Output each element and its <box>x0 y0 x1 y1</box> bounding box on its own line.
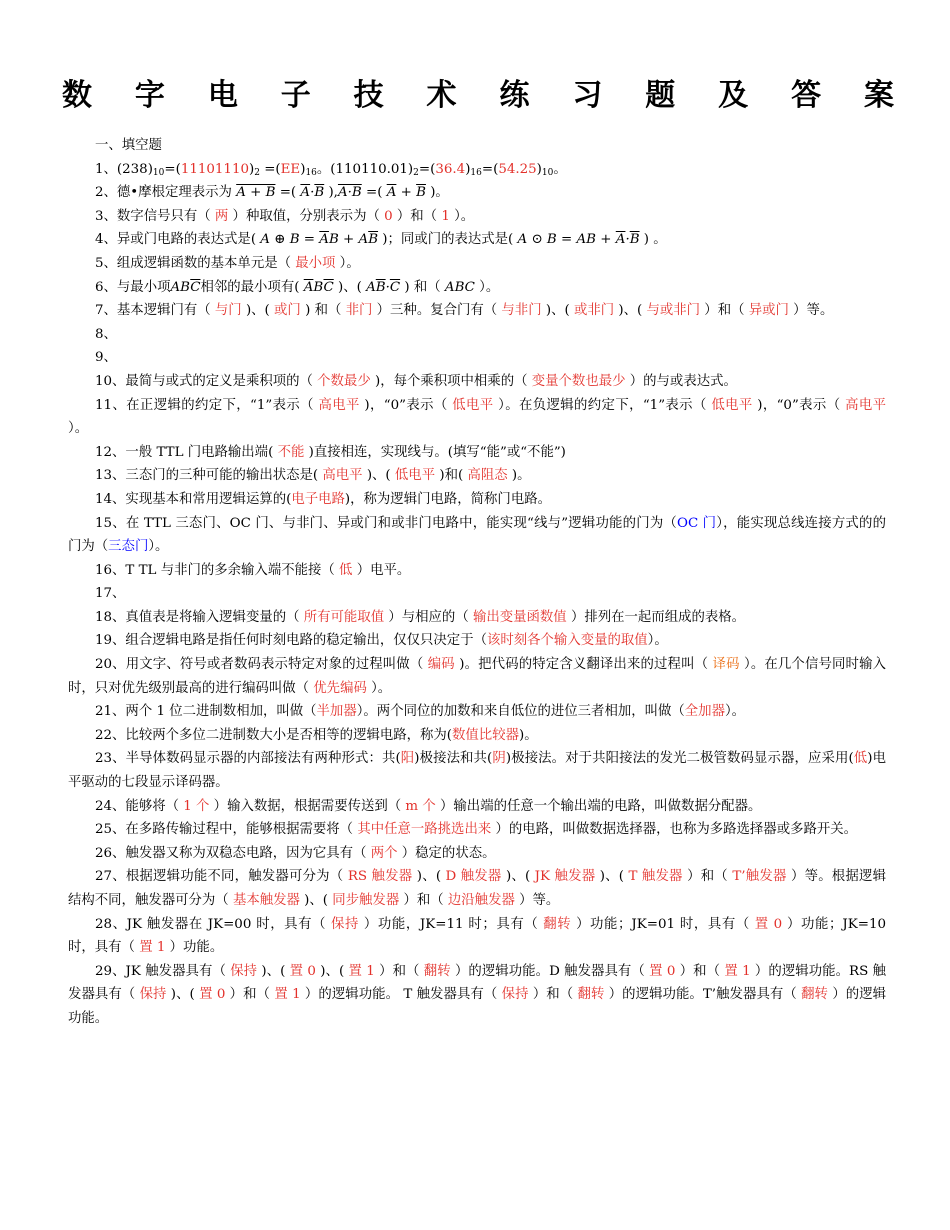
question-text: ) <box>536 161 542 177</box>
question-24 <box>68 795 886 819</box>
question-1 <box>68 158 886 182</box>
question-text: 23、半导体数码显示器的内部接法有两种形式：共( <box>95 751 401 767</box>
question-23 <box>68 747 886 794</box>
question-text: )，称为逻辑门电路，简称门电路。 <box>344 491 551 507</box>
question-text: 12、一般 TTL 门电路输出端( <box>95 444 278 460</box>
question-text: )、( <box>166 987 200 1003</box>
formula: $\overline{A}\cdot\overline{B}$ <box>300 185 325 201</box>
question-text: =( <box>481 161 499 177</box>
answer: 置 1 <box>348 963 375 979</box>
question-text: ）功能，JK=11 时；具有（ <box>359 916 544 932</box>
question-text: ）排列在一起而组成的表格。 <box>566 609 746 625</box>
question-25 <box>68 818 886 842</box>
question-text: )。 <box>425 185 449 201</box>
question-8: 8、 <box>95 326 117 342</box>
answer: 置 0 <box>649 963 676 979</box>
question-text: 18、真值表是将输入逻辑变量的（ <box>95 609 304 625</box>
question-text: ）功能；JK=10 时，具有（ <box>68 916 887 956</box>
question-text: ）等。根据逻辑结构不同，触发器可分为（ <box>68 869 886 908</box>
formula: $A\overline{B}\cdot\overline{C}$ <box>366 279 401 295</box>
answer: 阴 <box>492 751 506 767</box>
question-text: ) 。 <box>639 232 667 248</box>
question-21 <box>68 700 886 724</box>
answer: 个数最少 <box>317 373 371 389</box>
question-text: ）。 <box>148 539 169 555</box>
question-text: ）和（ <box>528 987 578 1003</box>
question-text: )、( <box>412 869 446 885</box>
question-text: $\overline{B}$ <box>375 279 386 295</box>
question-text: ）的逻辑功能。 T 触发器具有（ <box>300 987 502 1003</box>
question-text: )、( <box>362 468 395 484</box>
title-char: 及 <box>718 78 749 113</box>
answer: 11101110 <box>180 161 249 177</box>
formula: $\overline{A} + \overline{B}$ <box>386 185 426 201</box>
question-text: ), <box>324 185 338 201</box>
answer: 与或非门 <box>646 303 701 319</box>
answer: RS 触发器 <box>347 869 413 885</box>
question-text: ）的电路，叫做数据选择器，也称为多路选择器或多路开关。 <box>491 822 858 838</box>
question-text: ) <box>300 161 306 177</box>
question-text: ）。 <box>335 255 360 271</box>
answer: 低 <box>853 751 868 767</box>
question-28 <box>68 913 886 960</box>
answer: 36.4 <box>435 161 466 177</box>
subscript: 16 <box>305 167 317 178</box>
question-text: 15、在 TTL 三态门、OC 门、与非门、异或门和或非门电路中，能实现“线与”逻辑功能的门为（ <box>95 515 677 531</box>
answer: 保持 <box>230 963 258 979</box>
question-text: )、( <box>333 279 367 295</box>
question-text: )极接法和共( <box>414 751 493 767</box>
question-text: )、( <box>257 963 290 979</box>
answer: m 个 <box>405 798 436 814</box>
question-text: ）电平。 <box>352 562 411 578</box>
question-text: ）输出端的任意一个输出端的电路，叫做数据分配器。 <box>435 798 762 814</box>
question-text: ) <box>248 161 255 177</box>
answer: 输出变量函数值 <box>472 609 567 625</box>
answer: 置 0 <box>289 963 316 979</box>
question-text: ）和（ <box>374 963 424 979</box>
formula: A ⊕ $B = \overline{A}B + A\overline{B}$ <box>260 232 379 248</box>
question-text: ）与相应的（ <box>384 609 473 625</box>
question-15 <box>68 512 886 559</box>
answer: 置 1 <box>724 963 751 979</box>
answer: T’触发器 <box>732 869 787 885</box>
title-char: 习 <box>572 78 603 113</box>
answer: 译码 <box>712 657 740 673</box>
section-heading: 一、填空题 <box>95 138 162 153</box>
answer: 高电平 <box>318 397 360 413</box>
question-text: 22、比较两个多位二进制数大小是否相等的逻辑电路，称为( <box>95 727 453 743</box>
question-text: )直接相连，实现线与。(填写“能”或“不能”) <box>304 444 566 460</box>
title-char: 数 <box>62 78 92 113</box>
answer: 置 1 <box>139 940 166 956</box>
question-16 <box>68 559 886 583</box>
subscript: 2 <box>254 167 260 178</box>
answer: 基本触发器 <box>232 893 300 908</box>
question-text: ）。 <box>724 704 746 720</box>
question-text: ）。在负逻辑的约定下，“1”表示（ <box>493 397 712 413</box>
question-text: ）和（ <box>392 208 442 224</box>
formula: A ⊙ B = AB + $\overline{A}\cdot\overline{B}$ <box>517 232 640 248</box>
answer: JK 触发器 <box>534 869 596 885</box>
question-text: ）。两个同位的加数和来自低位的进位三者相加，叫做（ <box>356 704 685 720</box>
answer: 低电平 <box>452 397 494 413</box>
question-14 <box>68 488 886 512</box>
question-text: ）的逻辑功能。 <box>68 987 887 1026</box>
answer: 或门 <box>274 303 301 319</box>
question-text: 1、(238) <box>95 161 153 177</box>
answer: 置 0 <box>199 987 226 1003</box>
question-text: )；同或门的表达式是( <box>378 232 518 248</box>
answer: EE <box>280 161 301 177</box>
answer: 变量个数也最少 <box>531 373 626 389</box>
title-char: 案 <box>863 78 894 113</box>
question-text: =( <box>361 185 387 201</box>
question-text: =( <box>418 161 436 177</box>
answer: 翻转 <box>801 987 829 1003</box>
question-text: 14、实现基本和常用逻辑运算的( <box>95 491 292 507</box>
answer: 两个 <box>370 845 398 861</box>
question-text: ）和（ <box>675 963 725 979</box>
question-text: ）。 <box>68 421 89 437</box>
question-text: )、( <box>315 963 349 979</box>
question-text: $\overline{A}$ <box>386 185 397 201</box>
question-text: 27、根据逻辑功能不同，触发器可分为（ <box>95 869 348 885</box>
question-text: )。 <box>518 727 538 743</box>
question-11 <box>68 394 886 441</box>
question-text: )电平驱动的七段显示译码器。 <box>68 751 887 791</box>
question-text: 6、与最小项 <box>95 279 171 295</box>
formula: A + B <box>236 185 276 201</box>
answer: 低电平 <box>394 468 436 484</box>
question-text: $\overline{C}$ <box>190 279 201 295</box>
question-text: =( <box>259 161 281 177</box>
answer: 所有可能取值 <box>303 609 385 625</box>
answer: 与非门 <box>501 303 542 319</box>
answer: 优先编码 <box>313 680 367 696</box>
title-char: 技 <box>353 78 384 113</box>
question-text: 相邻的最小项有( <box>200 279 304 295</box>
question-text: )和( <box>435 468 468 484</box>
answer: 54.25 <box>498 161 537 177</box>
question-text: $\overline{B}$ <box>416 185 426 201</box>
question-12 <box>68 441 886 465</box>
answer: 与门 <box>214 303 242 319</box>
question-text: )，“0”表示（ <box>359 397 453 413</box>
question-text: =( <box>275 185 301 201</box>
question-text: ）种取值，分别表示为（ <box>228 208 385 224</box>
title-char: 电 <box>207 78 238 113</box>
question-text: ）等。 <box>788 303 834 319</box>
question-7 <box>68 299 886 323</box>
question-text: $\overline{A}$ <box>615 232 626 248</box>
question-10 <box>68 370 886 394</box>
formula: ABC <box>444 279 475 295</box>
title-char: 术 <box>426 78 457 113</box>
question-text: )。 <box>507 468 531 484</box>
question-text: $\overline{A}$ <box>319 232 329 248</box>
question-text: $\overline{B}$ <box>314 185 325 201</box>
answer: 异或门 <box>748 303 789 319</box>
question-text: 26、触发器又称为双稳态电路，因为它具有（ <box>95 845 371 861</box>
answer: 半加器 <box>316 704 357 720</box>
question-text: )、( <box>241 303 275 319</box>
answer: 最小项 <box>295 255 336 271</box>
question-text: 2、德•摩根定理表示为 <box>95 185 237 201</box>
question-text: )。把代码的特定含义翻译出来的过程叫（ <box>454 657 713 673</box>
question-3 <box>68 205 886 229</box>
question-text: ）。 <box>366 680 392 696</box>
question-text: ）三种。复合门有（ <box>372 303 502 319</box>
subscript: 10 <box>152 167 165 178</box>
question-text: ）等。 <box>514 893 560 908</box>
answer: 边沿触发器 <box>447 893 515 908</box>
question-text: )，每个乘积项中相乘的（ <box>370 373 532 389</box>
title-char: 练 <box>499 78 530 113</box>
question-text: ）输入数据，根据需要传送到（ <box>209 798 406 814</box>
formula: $AB\overline{C}$ <box>170 279 201 295</box>
question-text: ），能实现总线连接方式的的门为（ <box>68 515 886 555</box>
title-char: 题 <box>645 78 676 113</box>
question-text: ）的逻辑功能。RS 触发器具有（ <box>68 963 887 1003</box>
question-text: =( <box>164 161 181 177</box>
question-text: 5、组成逻辑函数的基本单元是（ <box>95 255 296 271</box>
question-text: 19、组合逻辑电路是指任何时刻电路的稳定输出，仅仅只决定于（ <box>95 633 487 649</box>
question-text: )、( <box>501 869 535 885</box>
question-text: ）的逻辑功能。D 触发器具有（ <box>450 963 650 979</box>
question-text: )，“0”表示（ <box>752 397 846 413</box>
answer: 低电平 <box>711 397 753 413</box>
question-text: 13、三态门的三种可能的输出状态是( <box>95 468 323 484</box>
question-text: 28、JK 触发器在 JK=00 时，具有（ <box>95 916 332 932</box>
question-9: 9、 <box>95 350 117 366</box>
answer: 或非门 <box>573 303 615 319</box>
answer: 三态门 <box>108 539 149 555</box>
answer: 置 0 <box>754 916 783 932</box>
question-6 <box>68 276 886 300</box>
question-text: ）和（ <box>225 987 275 1003</box>
question-text: )、( <box>614 303 647 319</box>
subscript: 10 <box>541 167 554 178</box>
question-text: 11、在正逻辑的约定下，“1”表示（ <box>95 397 319 413</box>
answer: T 触发器 <box>628 869 683 885</box>
question-29 <box>68 960 886 1031</box>
question-text: ) 和（ <box>300 303 346 319</box>
question-text: 。 <box>553 161 567 177</box>
question-text: 3、数字信号只有（ <box>95 208 215 224</box>
answer: 0 <box>384 208 393 224</box>
answer: 数值比较器 <box>452 727 519 743</box>
answer: 保持 <box>331 916 360 932</box>
question-text: )、( <box>595 869 629 885</box>
question-13 <box>68 464 886 488</box>
question-text: ）和（ <box>700 303 749 319</box>
answer: D 触发器 <box>445 869 502 885</box>
question-19 <box>68 629 886 653</box>
answer: 高电平 <box>322 468 363 484</box>
question-text: 。(110110.01) <box>316 161 414 177</box>
question-text: $\overline{B}$ <box>368 232 379 248</box>
question-text: 10、最简与或式的定义是乘积项的（ <box>95 373 318 389</box>
question-text: ）和（ <box>682 869 733 885</box>
answer: 阳 <box>400 751 415 767</box>
question-text: 29、JK 触发器具有（ <box>95 963 231 979</box>
answer: 该时刻各个输入变量的取值 <box>486 633 648 649</box>
answer: 同步触发器 <box>332 893 400 908</box>
answer: 不能 <box>277 444 305 460</box>
question-text: $\overline{C}$ <box>389 279 401 295</box>
question-text: )极接法。对于共阳接法的发光二极管数码显示器，应采用( <box>505 751 854 767</box>
question-text: ）。在几个信号同时输入时，只对优先级别最高的进行编码叫做（ <box>68 657 886 696</box>
answer: 翻转 <box>423 963 451 979</box>
answer: 1 <box>441 208 450 224</box>
question-text: $\overline{A}$ <box>303 279 314 295</box>
answer: 高阻态 <box>467 468 508 484</box>
title-char: 子 <box>280 78 311 113</box>
question-text: ）。 <box>449 208 475 224</box>
question-text: ）。 <box>474 279 500 295</box>
answer: 两 <box>214 208 229 224</box>
question-text: )、( <box>299 893 333 908</box>
subscript: 16 <box>470 167 482 178</box>
question-text: ）稳定的状态。 <box>397 845 496 861</box>
question-text: ) 和（ <box>400 279 445 295</box>
question-4 <box>68 228 886 252</box>
answer: OC 门 <box>677 515 717 531</box>
question-text: ) <box>465 161 471 177</box>
answer: 低 <box>339 562 353 578</box>
question-text: $\overline{A}$ <box>300 185 311 201</box>
question-text: $\overline{C}$ <box>323 279 334 295</box>
question-text: $\overline{B}$ <box>629 232 640 248</box>
question-text: ）和（ <box>399 893 448 908</box>
answer: 翻转 <box>577 987 605 1003</box>
title-char: 字 <box>134 78 165 113</box>
answer: 保持 <box>139 987 167 1003</box>
question-17: 17、 <box>95 586 126 602</box>
document-body <box>68 134 886 1031</box>
question-18 <box>68 606 886 630</box>
question-text: ）。 <box>647 633 668 649</box>
title-char: 答 <box>791 78 822 113</box>
answer: 置 1 <box>274 987 301 1003</box>
answer: 非门 <box>345 303 373 319</box>
question-text: 4、异或门电路的表达式是( <box>95 232 261 248</box>
question-5 <box>68 252 886 276</box>
question-text: 7、基本逻辑门有（ <box>95 303 215 319</box>
formula: $\overline{A}B\overline{C}$ <box>303 279 334 295</box>
answer: 高电平 <box>845 397 886 413</box>
question-text: ）功能。 <box>165 940 224 956</box>
page-title <box>62 72 894 112</box>
question-2 <box>68 181 886 205</box>
question-text: 21、两个 1 位二进制数相加，叫做（ <box>95 704 317 720</box>
answer: 1 个 <box>183 798 210 814</box>
question-text: )、( <box>541 303 574 319</box>
question-text: ）功能；JK=01 时，具有（ <box>571 916 755 932</box>
question-text: 20、用文字、符号或者数码表示特定对象的过程叫做（ <box>95 657 428 673</box>
answer: 其中任意一路挑选出来 <box>357 822 492 838</box>
answer: 翻转 <box>543 916 572 932</box>
question-text: ）的逻辑功能。T’触发器具有（ <box>604 987 802 1003</box>
question-22 <box>68 724 886 748</box>
answer: 保持 <box>501 987 529 1003</box>
question-26 <box>68 842 886 866</box>
question-27 <box>68 865 886 912</box>
question-text: 25、在多路传输过程中，能够根据需要将（ <box>95 822 358 838</box>
question-text: 16、T TL 与非门的多余输入端不能接（ <box>95 562 340 578</box>
answer: 编码 <box>427 657 455 673</box>
answer: 电子电路 <box>291 491 345 507</box>
question-20 <box>68 653 886 700</box>
answer: 全加器 <box>684 704 725 720</box>
subscript: 2 <box>413 167 419 178</box>
question-text: 24、能够将（ <box>95 798 184 814</box>
question-text: ）的与或表达式。 <box>625 373 737 389</box>
formula: A·B <box>337 185 362 201</box>
